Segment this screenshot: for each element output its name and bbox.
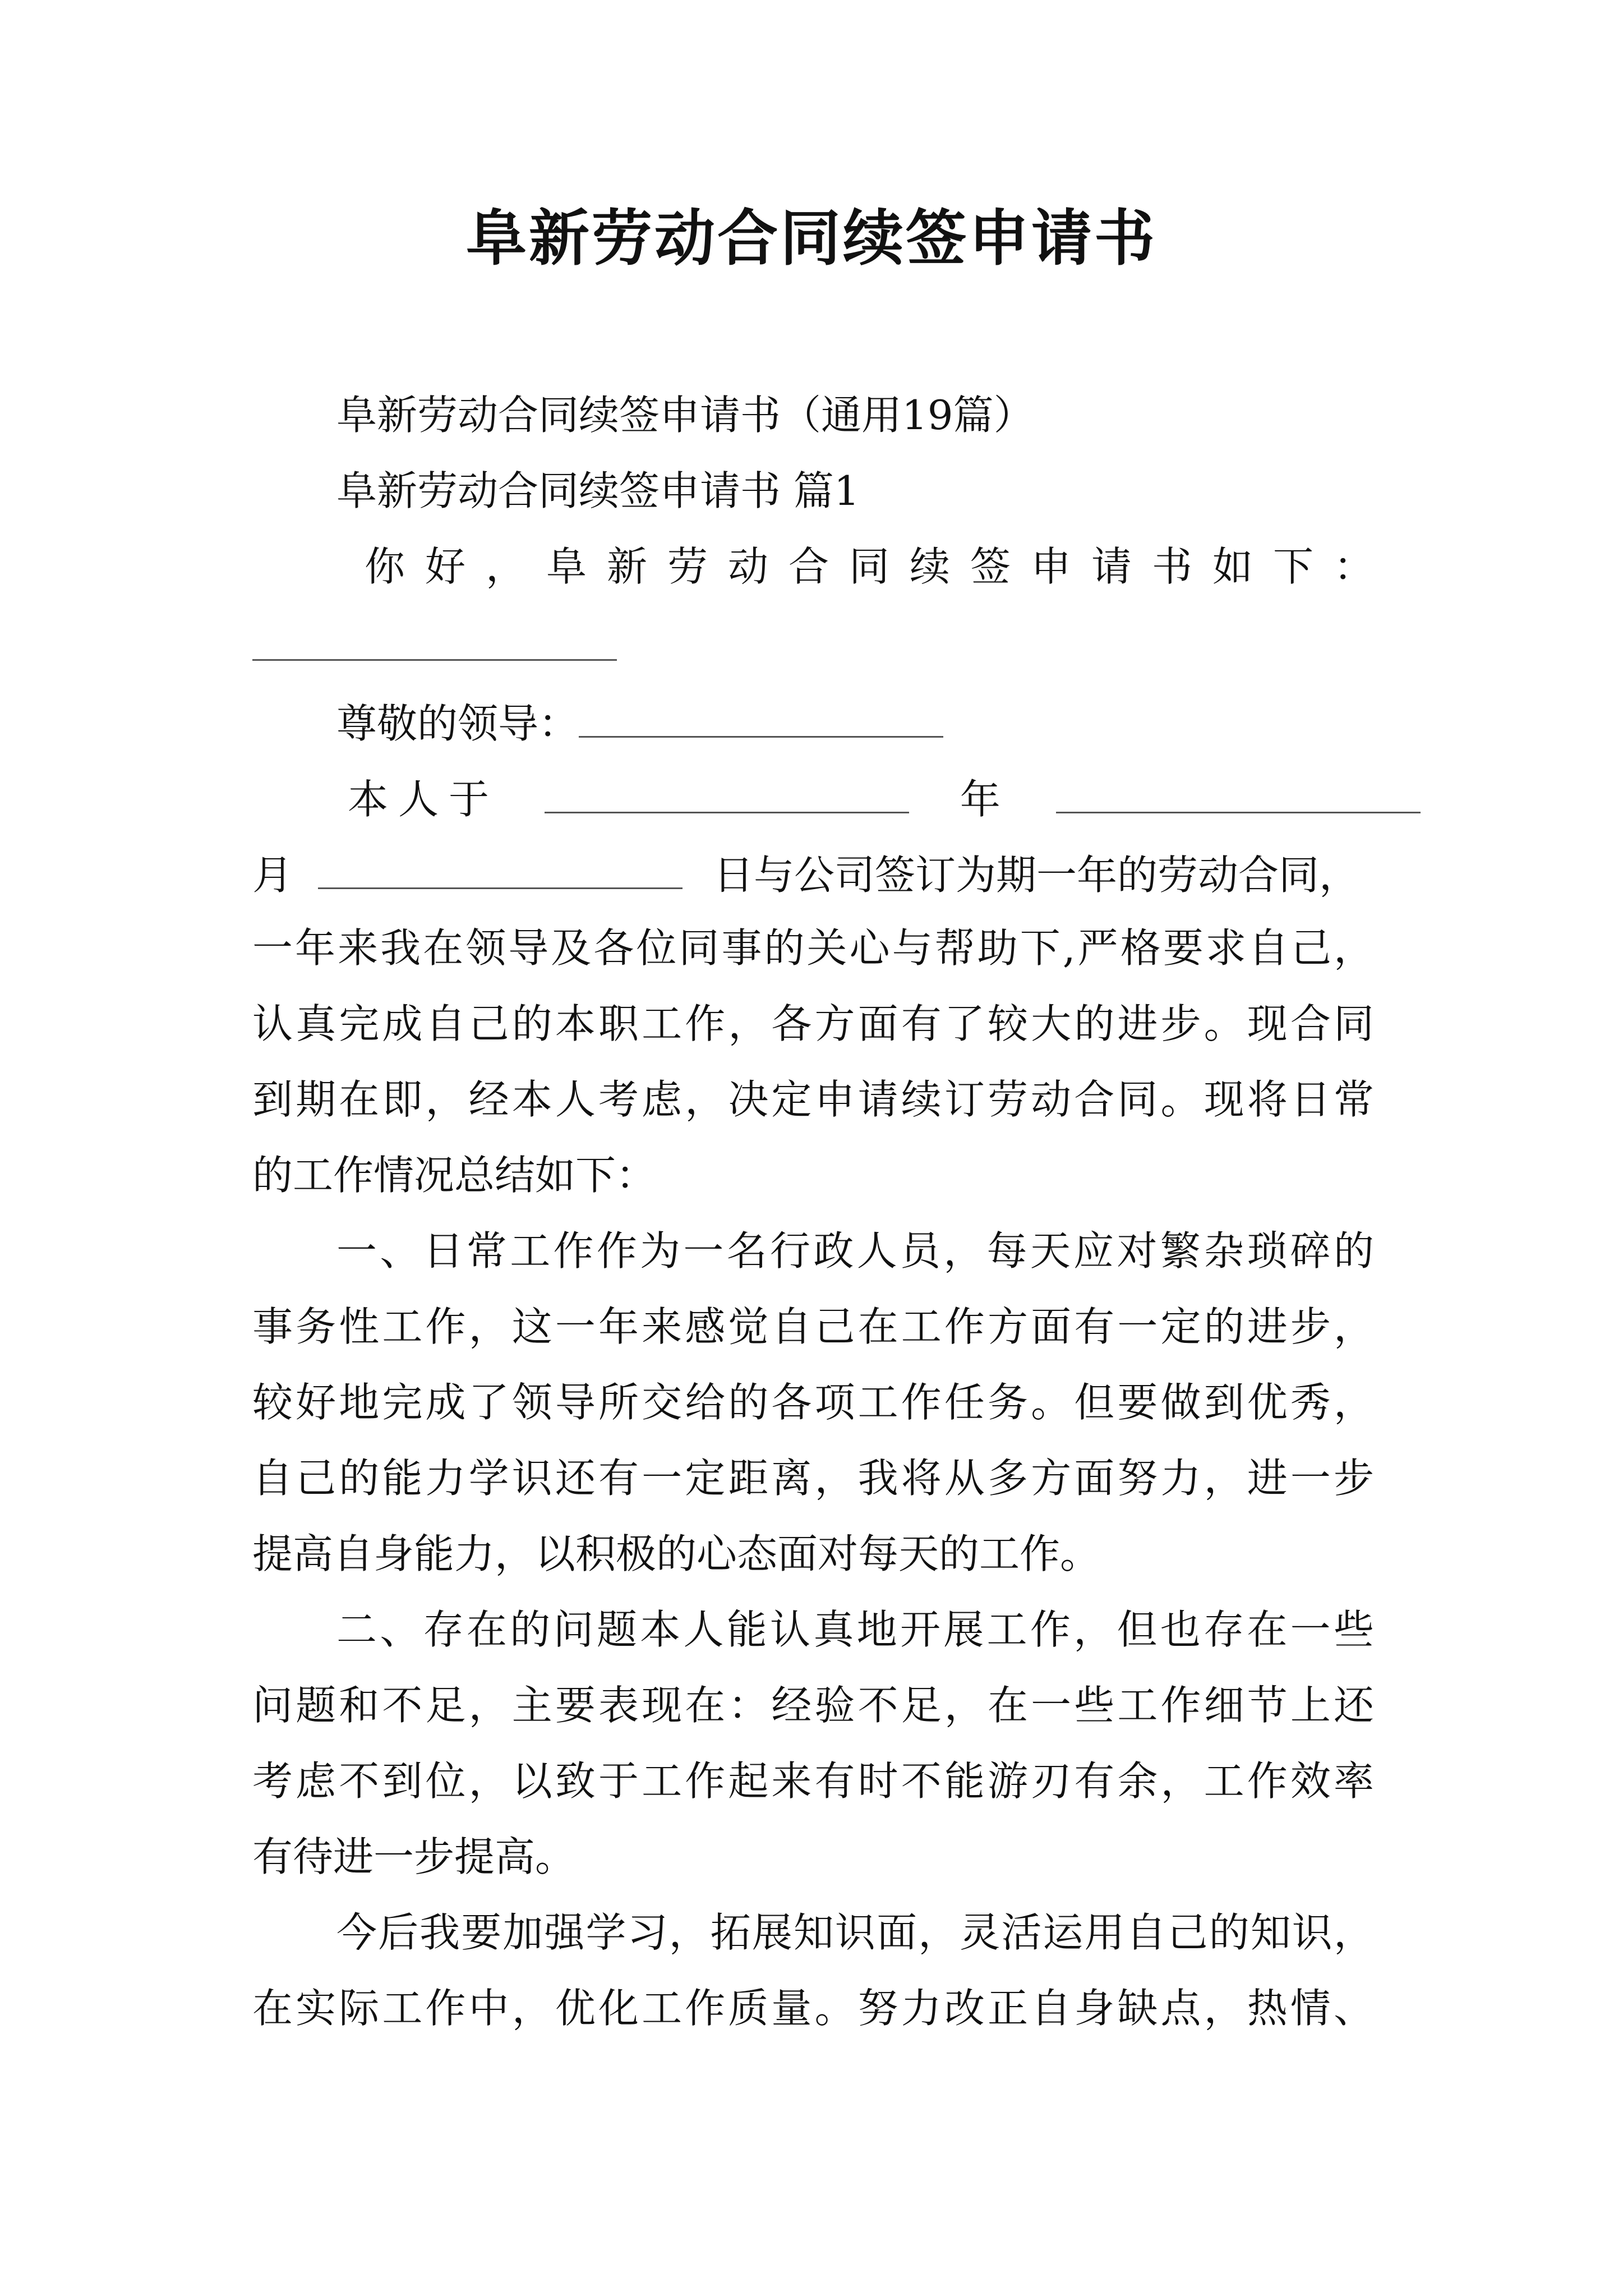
date-after-day: 日与公司签订为期一年的劳动合同， [713, 852, 1360, 899]
date-prefix: 本人于 [348, 776, 500, 823]
document-subtitle: 阜新劳动合同续签申请书（通用19篇） [336, 392, 1034, 439]
body-line: 事务性工作，这一年来感觉自己在工作方面有一定的进步， [252, 1303, 1374, 1350]
date-year-label: 年 [960, 776, 1011, 823]
body-line: 较好地完成了领导所交给的各项工作任务。但要做到优秀， [252, 1379, 1374, 1426]
body-line: 二、存在的问题本人能认真地开展工作，但也存在一些 [336, 1606, 1374, 1653]
date-month-label: 月 [252, 852, 293, 899]
body-line: 到期在即，经本人考虑，决定申请续订劳动合同。现将日常 [252, 1076, 1374, 1123]
blank-underline [252, 659, 617, 661]
body-line: 今后我要加强学习，拓展知识面，灵活运用自己的知识， [336, 1909, 1374, 1956]
body-line: 自己的能力学识还有一定距离，我将从多方面努力，进一步 [252, 1455, 1374, 1502]
body-line: 一年来我在领导及各位同事的关心与帮助下,严格要求自己， [252, 924, 1374, 972]
body-line: 一、日常工作作为一名行政人员，每天应对繁杂琐碎的 [336, 1227, 1374, 1274]
body-line: 认真完成自己的本职工作，各方面有了较大的进步。现合同 [252, 1000, 1374, 1047]
date-blank-2 [1056, 778, 1421, 813]
greeting-line: 你好，阜新劳动合同续签申请书如下： [365, 543, 1374, 590]
recipient-blank [579, 702, 943, 738]
salutation-line [336, 696, 943, 752]
body-line: 在实际工作中，优化工作质量。努力改正自身缺点，热情、 [252, 1985, 1374, 2032]
body-line: 的工作情况总结如下： [252, 1152, 657, 1199]
salutation: 尊敬的领导： [336, 700, 579, 747]
body-line: 问题和不足，主要表现在：经验不足，在一些工作细节上还 [252, 1682, 1374, 1729]
document-title: 阜新劳动合同续签申请书 [465, 203, 1157, 274]
body-line: 有待进一步提高。 [252, 1833, 576, 1880]
date-line-2 [252, 847, 1359, 903]
date-blank-3 [318, 854, 683, 889]
body-line: 考虑不到位，以致于工作起来有时不能游刃有余，工作效率 [252, 1757, 1374, 1805]
date-line-1 [348, 771, 1421, 827]
body-line: 提高自身能力，以积极的心态面对每天的工作。 [252, 1530, 1101, 1577]
section-heading: 阜新劳动合同续签申请书 篇1 [336, 467, 860, 514]
date-blank-1 [545, 778, 909, 813]
